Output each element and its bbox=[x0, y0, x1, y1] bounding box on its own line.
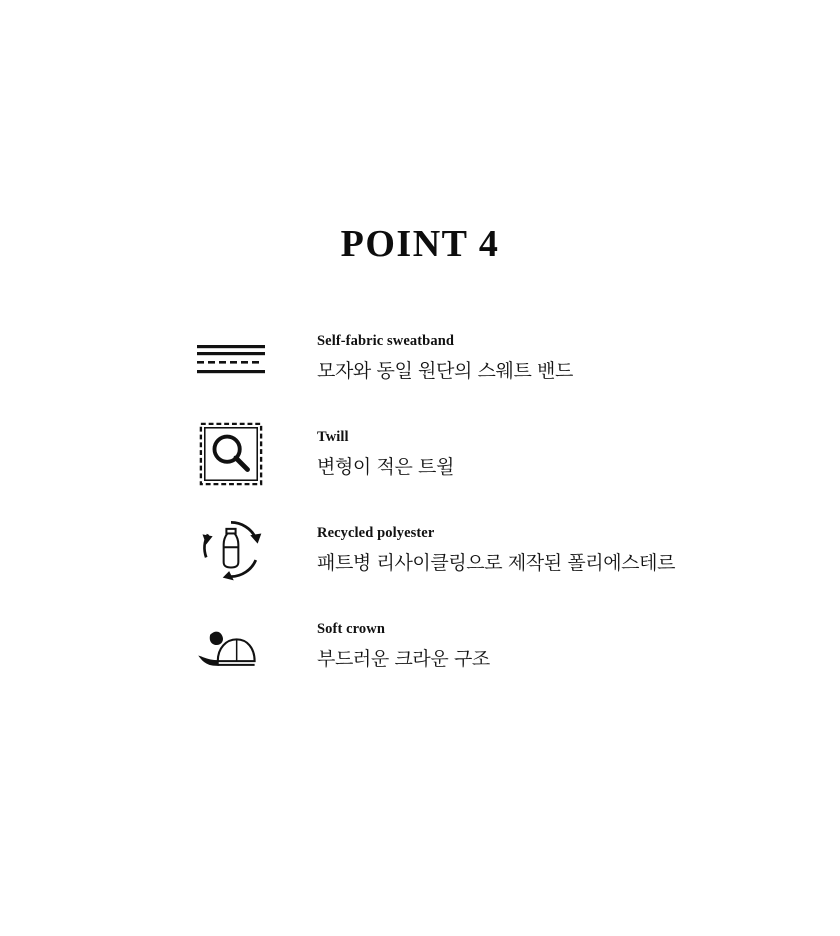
feature-label-ko: 모자와 동일 원단의 스웨트 밴드 bbox=[317, 360, 573, 382]
feature-text bbox=[265, 621, 490, 671]
list-item bbox=[0, 502, 840, 598]
feature-label-ko: 부드러운 크라운 구조 bbox=[317, 648, 490, 670]
feature-text bbox=[265, 333, 573, 383]
list-item bbox=[0, 406, 840, 502]
sweatband-stitch-icon bbox=[197, 324, 265, 392]
feature-label-en: Self-fabric sweatband bbox=[317, 333, 455, 349]
feature-text bbox=[265, 525, 675, 575]
list-item bbox=[0, 598, 840, 694]
feature-label-ko: 변형이 적은 트윌 bbox=[317, 456, 454, 478]
page-title: POINT 4 bbox=[340, 223, 500, 265]
feature-label-en: Twill bbox=[317, 429, 349, 445]
twill-fabric-magnifier-icon bbox=[197, 420, 265, 488]
feature-label-en: Soft crown bbox=[317, 621, 385, 637]
list-item bbox=[0, 310, 840, 406]
soft-crown-cap-icon bbox=[197, 612, 265, 680]
feature-list bbox=[0, 310, 840, 694]
feature-text bbox=[265, 429, 454, 479]
feature-label-en: Recycled polyester bbox=[317, 525, 435, 541]
feature-label-ko: 패트병 리사이클링으로 제작된 폴리에스테르 bbox=[317, 552, 676, 574]
recycled-bottle-icon bbox=[197, 516, 265, 584]
